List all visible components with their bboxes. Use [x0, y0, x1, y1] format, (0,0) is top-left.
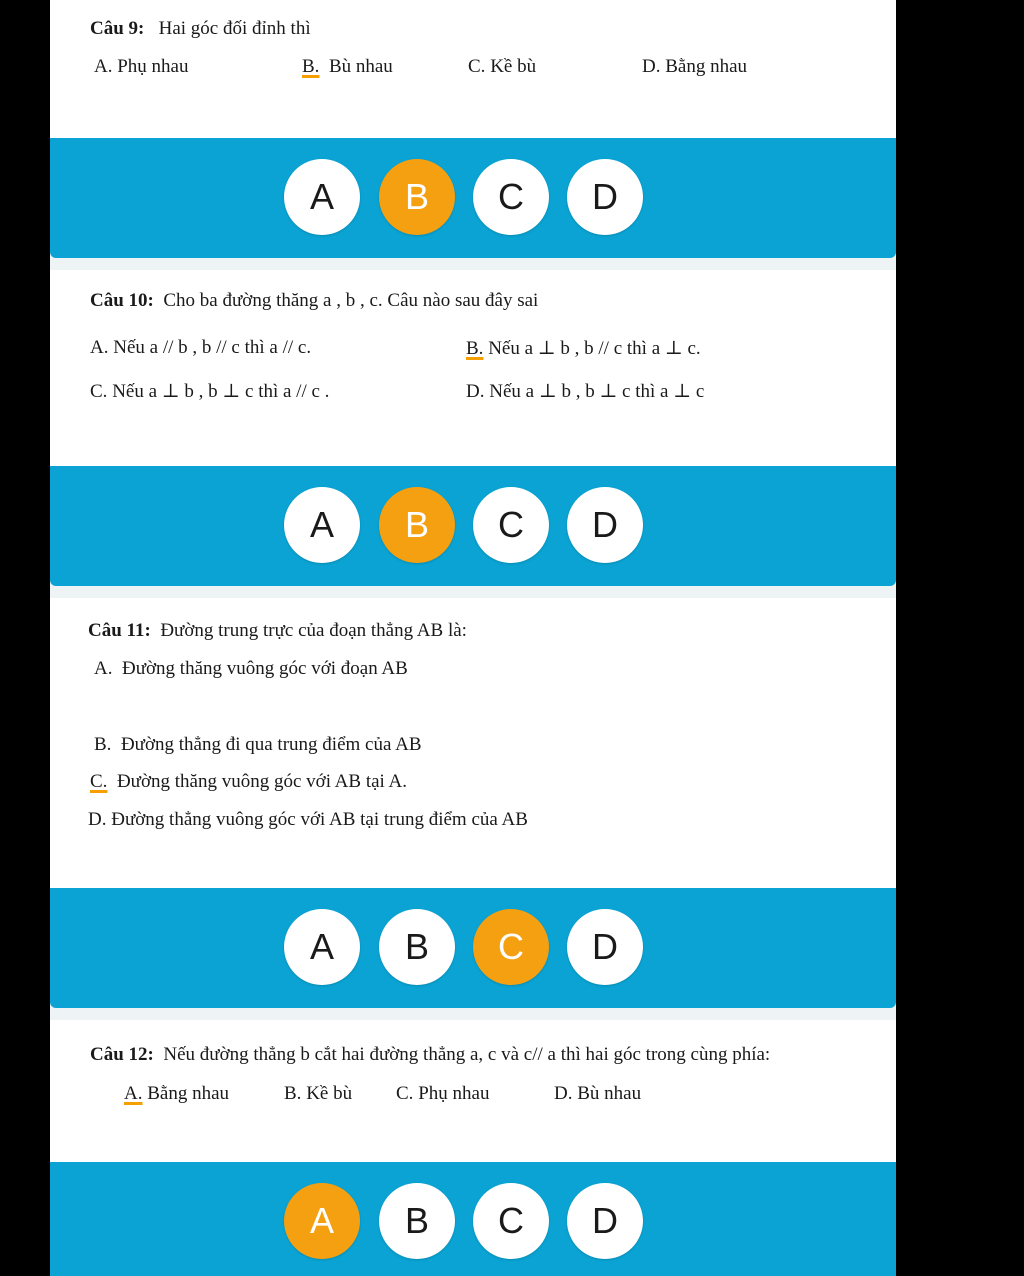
question-label: Câu 12: [90, 1044, 154, 1065]
option-a [90, 337, 311, 359]
question-text: Hai góc đối đỉnh thì [158, 18, 311, 39]
option-text: Phụ nhau [117, 56, 189, 77]
option-letter: D. [88, 809, 107, 830]
question-card-12 [50, 1020, 896, 1162]
option-d [466, 380, 704, 403]
option-text: Bằng nhau [147, 1083, 230, 1104]
option-text: Đường thăng vuông góc với đoạn AB [121, 658, 408, 679]
option-text: Nếu a ⊥ b , b // c thì a ⊥ c. [488, 338, 701, 359]
option-a [94, 56, 188, 78]
option-d [88, 809, 528, 831]
answer-button-a[interactable]: A [284, 909, 360, 985]
option-text: Đường thẳng vuông góc với AB tại trung điểm của AB [111, 809, 528, 830]
option-text: Đường thẳng đi qua trung điểm của AB [120, 734, 422, 755]
answer-button-c[interactable]: C [473, 1183, 549, 1259]
question-title [90, 290, 538, 312]
option-letter: B. [94, 734, 112, 755]
option-text: Nếu a ⊥ b , b ⊥ c thì a ⊥ c [489, 381, 705, 402]
option-a [94, 658, 408, 680]
answer-button-b[interactable]: B [379, 159, 455, 235]
answer-button-b[interactable]: B [379, 1183, 455, 1259]
option-letter: C. [90, 381, 108, 402]
option-letter: D. [466, 381, 485, 402]
option-text: Bằng nhau [665, 56, 748, 77]
answer-bar-11 [50, 888, 896, 1008]
option-b [466, 337, 701, 360]
answer-button-d[interactable]: D [567, 909, 643, 985]
option-letter: B. [302, 56, 320, 77]
option-c [90, 380, 329, 403]
question-label: Câu 10: [90, 290, 154, 311]
option-letter: A. [124, 1083, 143, 1104]
option-letter: C. [468, 56, 486, 77]
option-text: Kề bù [306, 1083, 353, 1104]
question-text: Nếu đường thẳng b cắt hai đường thẳng a, c và c// a thì hai góc trong cùng phía: [163, 1044, 771, 1065]
option-text: Đường thăng vuông góc với AB tại A. [116, 771, 407, 792]
option-d [554, 1083, 641, 1105]
question-card-11 [50, 598, 896, 888]
answer-button-c[interactable]: C [473, 487, 549, 563]
option-c [90, 771, 407, 793]
question-title [90, 1044, 770, 1066]
question-card-9 [50, 0, 896, 138]
option-letter: C. [90, 771, 108, 792]
answer-button-a[interactable]: A [284, 487, 360, 563]
question-text: Cho ba đường thăng a , b , c. Câu nào sau đây sai [163, 290, 539, 311]
option-letter: C. [396, 1083, 414, 1104]
question-title [90, 18, 311, 40]
question-title [88, 620, 467, 642]
option-b [302, 56, 393, 78]
answer-bar-12 [50, 1162, 896, 1276]
question-label: Câu 9: [90, 18, 145, 39]
answer-button-c[interactable]: C [473, 909, 549, 985]
option-text: Nếu a ⊥ b , b ⊥ c thì a // c . [112, 381, 330, 402]
option-letter: B. [284, 1083, 302, 1104]
answer-button-b[interactable]: B [379, 487, 455, 563]
option-d [642, 56, 747, 78]
option-b [284, 1083, 352, 1105]
option-b [94, 734, 422, 756]
option-c [396, 1083, 489, 1105]
option-a [124, 1083, 229, 1105]
option-text: Bù nhau [328, 56, 393, 77]
answer-button-a[interactable]: A [284, 159, 360, 235]
option-text: Bù nhau [577, 1083, 642, 1104]
option-letter: D. [554, 1083, 573, 1104]
answer-bar-9 [50, 138, 896, 258]
answer-button-c[interactable]: C [473, 159, 549, 235]
option-c [468, 56, 536, 78]
option-letter: A. [94, 56, 113, 77]
option-letter: A. [94, 658, 113, 679]
option-text: Kề bù [490, 56, 537, 77]
answer-button-d[interactable]: D [567, 487, 643, 563]
answer-button-d[interactable]: D [567, 1183, 643, 1259]
option-letter: D. [642, 56, 661, 77]
option-letter: A. [90, 337, 109, 358]
question-label: Câu 11: [88, 620, 151, 641]
option-text: Nếu a // b , b // c thì a // c. [113, 337, 312, 358]
question-text: Đường trung trực của đoạn thẳng AB là: [160, 620, 467, 641]
answer-button-d[interactable]: D [567, 159, 643, 235]
answer-button-b[interactable]: B [379, 909, 455, 985]
question-card-10 [50, 270, 896, 466]
option-text: Phụ nhau [418, 1083, 490, 1104]
answer-bar-10 [50, 466, 896, 586]
option-letter: B. [466, 338, 484, 359]
answer-button-a[interactable]: A [284, 1183, 360, 1259]
